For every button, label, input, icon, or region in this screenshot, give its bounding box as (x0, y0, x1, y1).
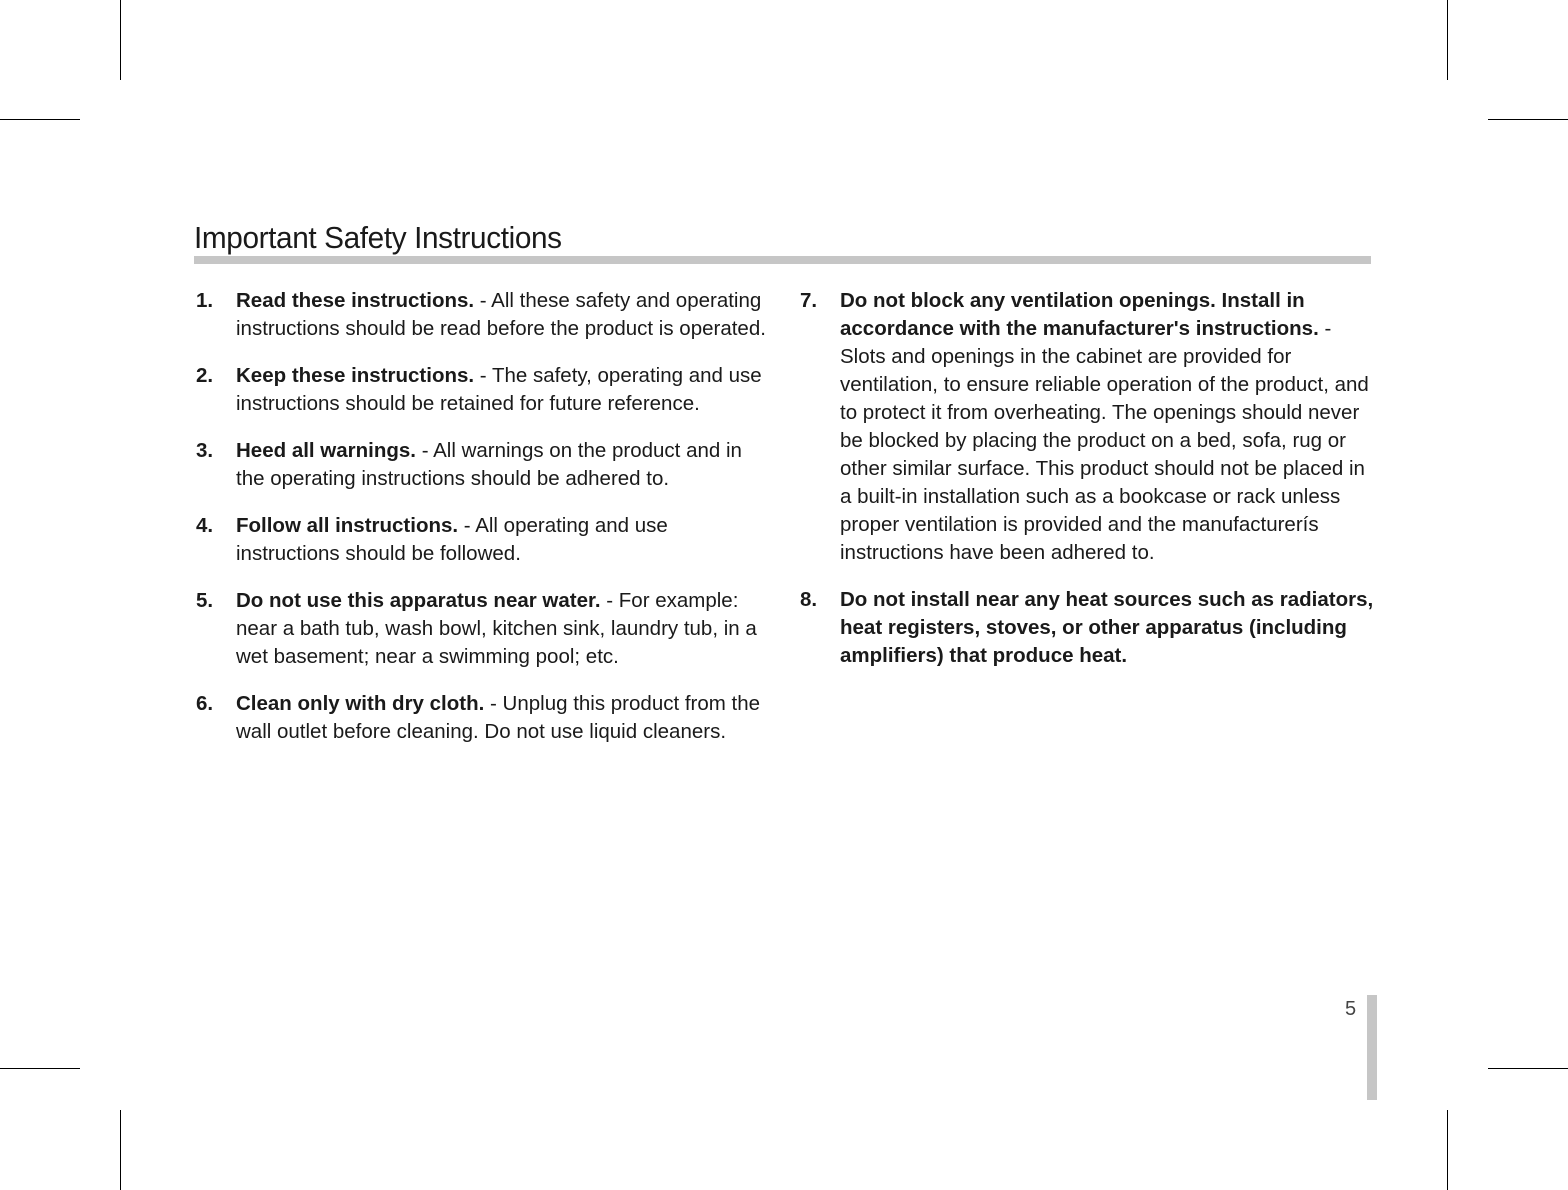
instruction-lead: Keep these instructions. (236, 364, 475, 387)
instruction-item (196, 512, 776, 568)
instruction-number: 3. (196, 439, 214, 462)
crop-mark (1447, 1110, 1448, 1190)
crop-mark (0, 1068, 80, 1069)
instruction-body: - Unplug this product from the wall outlet before cleaning. Do not use liquid cleaners. (236, 692, 761, 743)
instruction-body: - The safety, operating and use instructions should be retained for future reference. (236, 364, 762, 415)
page-number: 5 (1345, 998, 1357, 1020)
instruction-item (196, 362, 776, 418)
instruction-body: - All these safety and operating instructions should be read before the product is operated. (236, 289, 766, 340)
instruction-lead: Do not install near any heat sources such as radiators, heat registers, stoves, or other apparatus (including amplifiers) that produce heat. (840, 588, 1374, 667)
instruction-number: 8. (800, 588, 818, 611)
instruction-body: - All operating and use instructions should be followed. (236, 514, 668, 565)
instruction-lead: Heed all warnings. (236, 439, 416, 462)
instruction-number: 2. (196, 364, 214, 387)
crop-mark (1447, 0, 1448, 80)
instruction-body: - All warnings on the product and in the operating instructions should be adhered to. (236, 439, 742, 490)
crop-mark (120, 1110, 121, 1190)
instruction-number: 7. (800, 289, 818, 312)
instruction-item (196, 437, 776, 493)
instruction-item (196, 587, 776, 671)
instruction-body: - Slots and openings in the cabinet are provided for ventilation, to ensure reliable operation of the product, and to protect it from overheating. The openings should never be blocked by placing the product on a bed, sofa, rug or other similar surface. This product should not be placed in a built-in installation such as a bookcase or rack unless proper ventilation is provided and the manufacturerís instructions have been adhered to. (840, 317, 1369, 564)
instruction-lead: Do not block any ventilation openings. Install in accordance with the manufacturer's instructions. (840, 289, 1319, 340)
instruction-number: 4. (196, 514, 214, 537)
page-title: Important Safety Instructions (194, 220, 562, 255)
instructions-column-left (196, 287, 776, 765)
title-underline (194, 256, 1371, 264)
crop-mark (0, 119, 80, 120)
instruction-item (196, 690, 776, 746)
instruction-number: 6. (196, 692, 214, 715)
instructions-column-right (800, 287, 1380, 689)
instruction-number: 1. (196, 289, 214, 312)
instruction-item (800, 287, 1380, 567)
instruction-item (800, 586, 1380, 670)
instruction-lead: Follow all instructions. (236, 514, 459, 537)
crop-mark (120, 0, 121, 80)
instruction-lead: Read these instructions. (236, 289, 475, 312)
crop-mark (1488, 1068, 1568, 1069)
crop-mark (1488, 119, 1568, 120)
instruction-lead: Do not use this apparatus near water. (236, 589, 601, 612)
page-edge-bar (1367, 995, 1377, 1100)
instruction-number: 5. (196, 589, 214, 612)
instruction-item (196, 287, 776, 343)
instruction-body: - For example: near a bath tub, wash bowl, kitchen sink, laundry tub, in a wet basement; near a swimming pool; etc. (236, 589, 757, 668)
instruction-lead: Clean only with dry cloth. (236, 692, 485, 715)
